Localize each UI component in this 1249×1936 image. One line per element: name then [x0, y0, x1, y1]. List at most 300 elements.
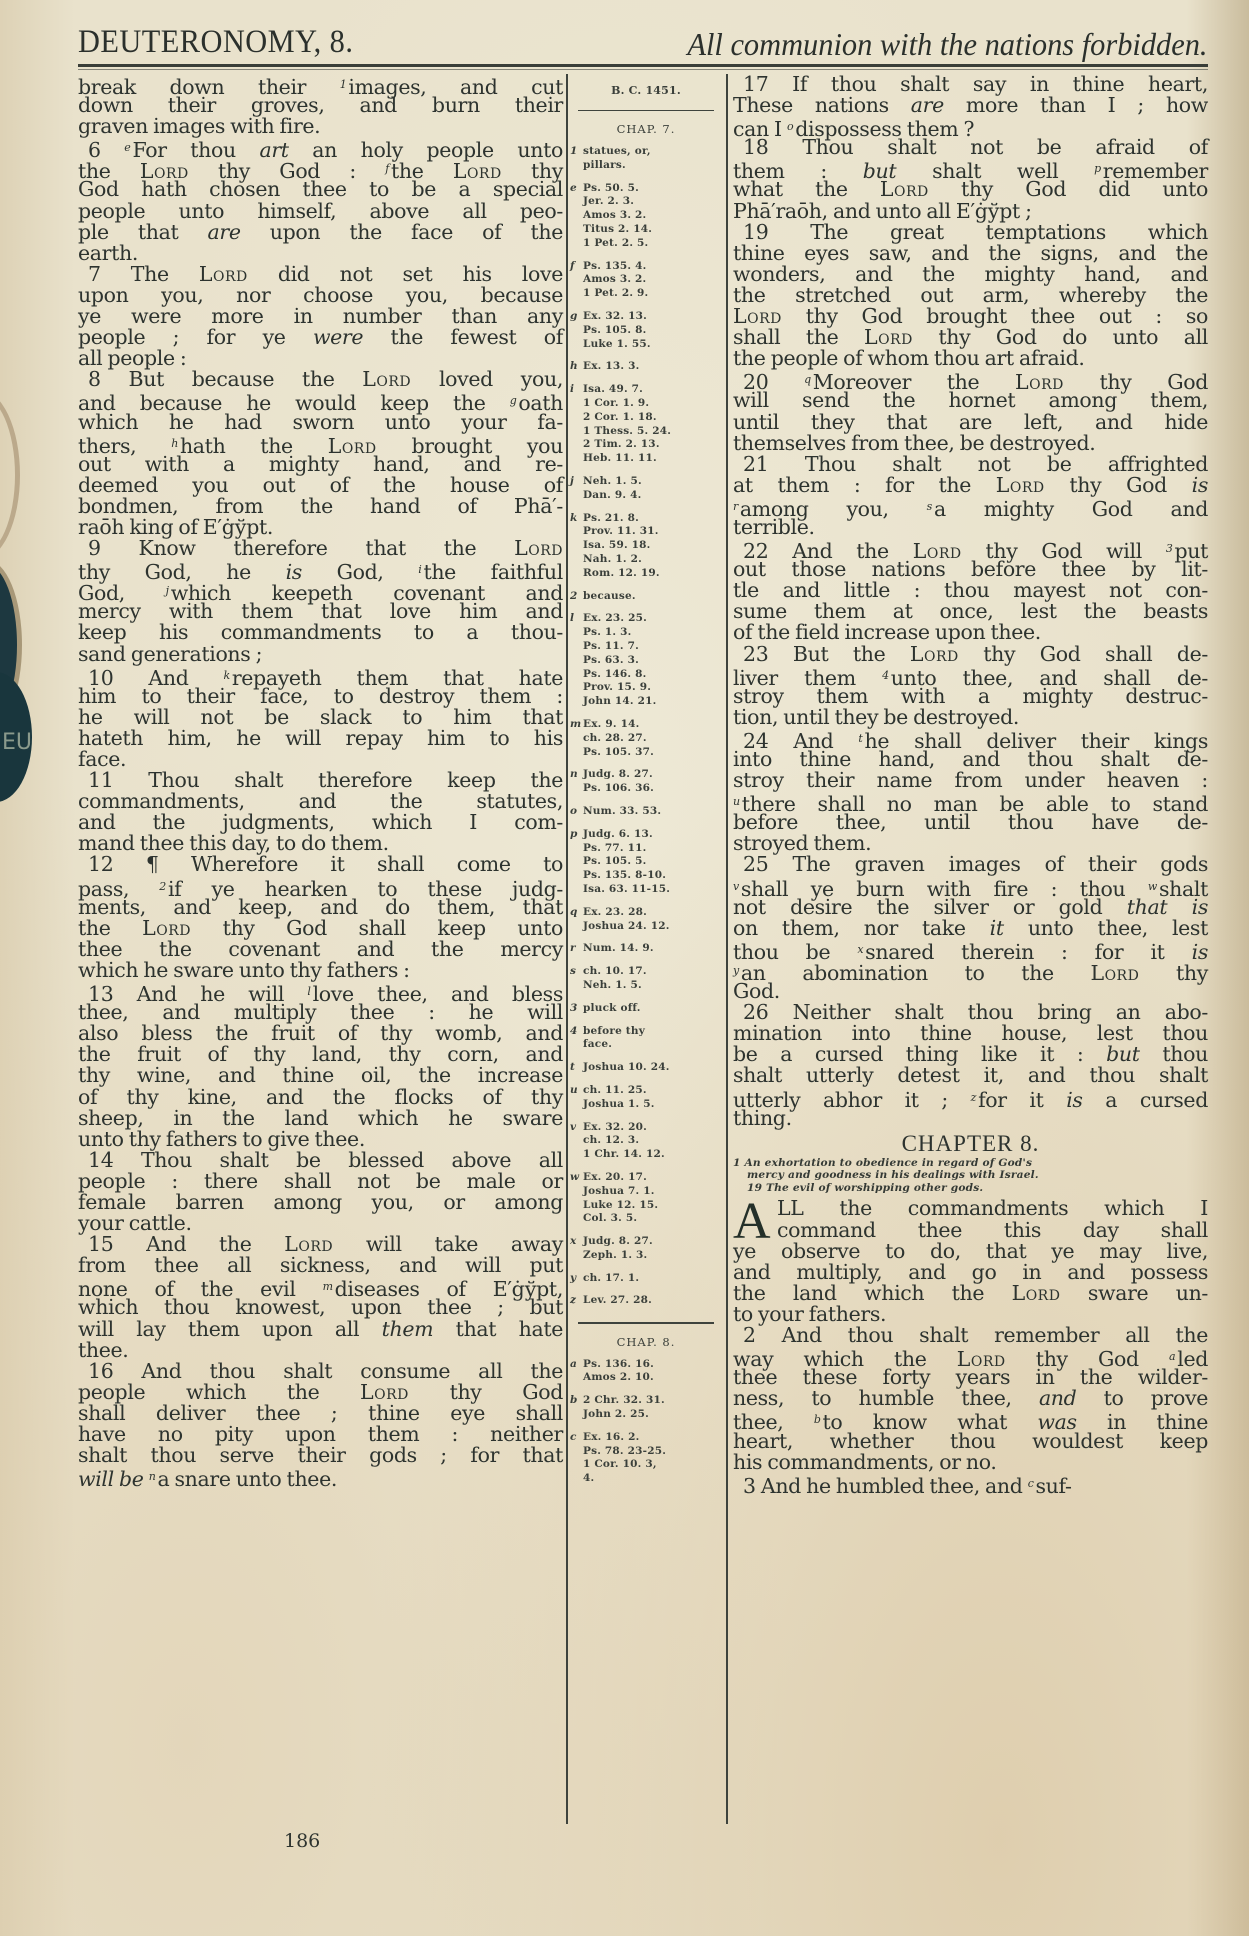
- verse-line: [78, 369, 563, 390]
- reference-group: [570, 310, 722, 351]
- reference-line[interactable]: [570, 539, 722, 553]
- italic-word: were: [312, 325, 364, 350]
- text-run: all people :: [78, 346, 187, 371]
- verse-start-text: 3 And he humbled thee, and: [743, 1473, 1028, 1498]
- reference-text: Ex. 23. 28.: [583, 905, 647, 918]
- verse-line: [78, 833, 563, 854]
- verse-line: [78, 433, 563, 458]
- text-run: God.: [733, 979, 780, 1004]
- reference-mark: t: [570, 1061, 576, 1074]
- verse-line: [733, 1087, 1208, 1112]
- verse-line: [78, 1234, 563, 1255]
- reference-mark: h: [171, 436, 178, 450]
- text-run: graven images with fire.: [78, 114, 321, 139]
- text-run: before thee, until thou have de-: [733, 810, 1208, 835]
- reference-group: [570, 828, 722, 897]
- reference-line[interactable]: [570, 1121, 722, 1135]
- verse-line: [733, 198, 1208, 223]
- verse-line: [733, 158, 1208, 184]
- small-caps-lord: Lord: [1011, 1280, 1061, 1305]
- reference-text: Ps. 50. 5.: [583, 181, 640, 194]
- verse-line: [78, 198, 563, 223]
- reference-text: Num. 33. 53.: [583, 804, 662, 817]
- text-run: bondmen, from the hand of Phā′-: [78, 493, 563, 518]
- reference-text: 1 Chr. 14. 12.: [583, 1148, 665, 1161]
- reference-text: Ps. 1. 3.: [583, 626, 632, 639]
- text-run: the people of whom thou art afraid.: [733, 346, 1085, 371]
- verse-line: [733, 1065, 1208, 1086]
- reference-mark: b: [570, 1394, 578, 1407]
- reference-group: [570, 383, 722, 466]
- reference-group: [570, 906, 722, 934]
- verse-line: [733, 876, 1208, 901]
- reference-text: 1 Pet. 2. 9.: [583, 287, 649, 300]
- reference-line[interactable]: [570, 654, 722, 668]
- verse-start-text: 2 And thou shalt remember all the: [743, 1323, 1208, 1348]
- reference-line[interactable]: [570, 718, 722, 732]
- reference-line[interactable]: [570, 1199, 722, 1213]
- reference-mark: c: [1027, 1476, 1034, 1490]
- reference-line[interactable]: [570, 1212, 722, 1226]
- reference-line[interactable]: [570, 828, 722, 842]
- reference-line[interactable]: [570, 1038, 722, 1052]
- verse-line: [78, 725, 563, 750]
- small-caps-lord: Lord: [198, 261, 248, 286]
- verse-line: [733, 390, 1208, 411]
- reference-line[interactable]: [570, 209, 722, 223]
- verse-start-text: 6: [88, 138, 125, 163]
- reference-line[interactable]: [570, 324, 722, 338]
- text-run: the stretched out arm, whereby the: [733, 282, 1208, 307]
- reference-mark: 4: [570, 1024, 578, 1037]
- reference-mark: e: [124, 141, 131, 155]
- reference-text: John 14. 21.: [583, 695, 657, 708]
- text-run: stroy their name from under heaven :: [733, 768, 1208, 793]
- text-run: there shall no man be able to stand: [741, 792, 1208, 817]
- italic-word: art: [259, 138, 289, 163]
- text-run: of thy kine, and the flocks of thy: [78, 1084, 563, 1109]
- column-divider-left: [566, 74, 568, 1824]
- text-run: Moreover the: [812, 370, 1015, 395]
- reference-line[interactable]: [570, 1134, 722, 1148]
- reference-group: [570, 512, 722, 581]
- verse-line: [733, 1367, 1208, 1388]
- reference-line[interactable]: [570, 1394, 722, 1408]
- verse-line: [733, 261, 1208, 286]
- verse-line: [733, 915, 1208, 940]
- verse-start-text: 26 Neither shalt thou bring an abo-: [743, 1000, 1208, 1025]
- reference-line[interactable]: [570, 223, 722, 237]
- reference-line[interactable]: [570, 590, 722, 604]
- text-run: female barren among you, or among: [78, 1189, 563, 1214]
- reference-line[interactable]: [570, 567, 722, 581]
- reference-text: ch. 12. 3.: [583, 1134, 640, 1147]
- small-caps-lord: Lord: [956, 1347, 1006, 1372]
- reference-line[interactable]: [570, 906, 722, 920]
- verse-start-text: 13 And he will: [88, 982, 308, 1007]
- summary-line: 1 An exhortation to obedience in regard of God's: [733, 1156, 1033, 1169]
- reference-text: 1 Pet. 2. 5.: [583, 236, 649, 249]
- verse-line: [78, 1105, 563, 1130]
- verse-line: [78, 306, 563, 327]
- reference-line[interactable]: [570, 360, 722, 374]
- reference-group: [570, 1121, 722, 1162]
- thumb-index-ring-decoration: [0, 390, 20, 560]
- reference-line[interactable]: [570, 1098, 722, 1112]
- reference-line[interactable]: [570, 612, 722, 626]
- reference-text: Joshua 24. 12.: [583, 919, 670, 932]
- text-run: God,: [301, 560, 419, 585]
- text-run: upon the face of the: [240, 219, 563, 244]
- text-run: thy God: [1005, 1347, 1170, 1372]
- reference-line[interactable]: [570, 746, 722, 760]
- reference-line[interactable]: [570, 310, 722, 324]
- reference-line[interactable]: [570, 1272, 722, 1286]
- text-run: ye were more in number than any: [78, 304, 563, 329]
- reference-line[interactable]: [570, 942, 722, 956]
- reference-group: [570, 1235, 722, 1263]
- text-run: that hate: [433, 1316, 563, 1341]
- reference-text: Amos 3. 2.: [583, 209, 647, 222]
- verse-line: [78, 1084, 563, 1109]
- text-run: thy God :: [188, 159, 386, 184]
- verse-line: [733, 496, 1209, 521]
- reference-line[interactable]: [570, 1002, 722, 1016]
- reference-line[interactable]: [570, 383, 722, 397]
- reference-line[interactable]: [570, 411, 722, 425]
- verse-line: [733, 580, 1208, 601]
- text-run: thy God: [1044, 472, 1192, 497]
- reference-line[interactable]: [570, 965, 722, 979]
- reference-line[interactable]: [570, 237, 722, 251]
- text-run: love thee, and bless: [312, 982, 563, 1007]
- text-run: commandments, and the statutes,: [78, 789, 563, 814]
- reference-line[interactable]: [570, 695, 722, 709]
- text-run: shalt utterly detest it, and thou shalt: [733, 1063, 1208, 1088]
- verse-line: [733, 1409, 1208, 1435]
- reference-group: [570, 612, 722, 709]
- reference-line[interactable]: [570, 1431, 722, 1445]
- verse-line: [733, 219, 1208, 244]
- verse-line: [733, 1044, 1208, 1065]
- verse-line: [78, 1424, 563, 1445]
- text-run: shalt well: [896, 159, 1095, 184]
- reference-line[interactable]: [570, 681, 722, 695]
- reference-text: Isa. 63. 11-15.: [583, 882, 671, 895]
- text-run: shall ye burn with fire : thou: [740, 876, 1148, 901]
- text-run: the: [391, 159, 453, 184]
- verse-start-text: 12 ¶ Wherefore it shall come to: [88, 852, 563, 877]
- verse-line: [78, 1213, 563, 1234]
- reference-mark: o: [786, 120, 794, 134]
- verse-line: [78, 1147, 563, 1172]
- text-run: to prove: [1076, 1386, 1208, 1411]
- verse-start-text: 16 And thou shalt consume all the: [88, 1358, 563, 1383]
- chapter-7-continued: [733, 74, 1208, 1129]
- text-run: command thee this day shall: [777, 1217, 1208, 1242]
- verse-line: [78, 580, 563, 606]
- reference-text: ch. 28. 27.: [583, 731, 647, 744]
- reference-line[interactable]: [570, 425, 722, 439]
- text-run: earth.: [78, 240, 139, 265]
- reference-line[interactable]: [570, 512, 722, 526]
- text-run: the: [78, 159, 140, 184]
- reference-text: ch. 10. 17.: [583, 965, 647, 978]
- verse-line: [733, 327, 1208, 348]
- reference-mark: b: [813, 1413, 821, 1427]
- reference-line[interactable]: [570, 805, 722, 819]
- reference-line[interactable]: [570, 287, 722, 301]
- reference-line[interactable]: [570, 1249, 722, 1263]
- reference-line[interactable]: [570, 195, 722, 209]
- reference-text: before thy: [583, 1024, 645, 1037]
- reference-line[interactable]: [570, 869, 722, 883]
- text-run: ple that: [78, 219, 208, 244]
- reference-line[interactable]: [570, 1148, 722, 1162]
- small-caps-lord: Lord: [327, 433, 377, 458]
- reference-line[interactable]: [570, 1458, 722, 1472]
- reference-line[interactable]: [570, 732, 722, 746]
- verse-line: [78, 116, 563, 137]
- verse-line: [78, 1466, 563, 1492]
- small-caps-lord: Lord: [139, 159, 189, 184]
- reference-text: Ex. 16. 2.: [583, 1430, 640, 1443]
- verse-line: [78, 95, 563, 116]
- reference-mark: v: [570, 1120, 577, 1133]
- reference-line[interactable]: [570, 1185, 722, 1199]
- reference-group: [570, 475, 722, 503]
- text-run: thee, and multiply thee : he will: [78, 1000, 563, 1025]
- verse-start-text: 14 Thou shalt be blessed above all: [88, 1147, 563, 1172]
- column-divider-right: [726, 74, 728, 1824]
- verse-line: [733, 854, 1208, 875]
- text-run: thou: [1139, 1042, 1208, 1067]
- reference-group: [570, 590, 722, 604]
- reference-line[interactable]: [570, 1061, 722, 1075]
- verse-line: [733, 1449, 1208, 1474]
- reference-line[interactable]: [570, 782, 722, 796]
- reference-line[interactable]: [570, 626, 722, 640]
- text-run: God hath chosen thee to be a special: [78, 177, 563, 202]
- reference-text: Isa. 49. 7.: [583, 383, 644, 396]
- reference-mark: i: [418, 563, 422, 577]
- reference-mark: z: [570, 1294, 577, 1307]
- reference-line[interactable]: [570, 525, 722, 539]
- text-run: thy God will: [961, 539, 1166, 564]
- reference-line[interactable]: [570, 1358, 722, 1372]
- italic-word: is: [1191, 939, 1209, 964]
- verse-line: [733, 369, 1208, 395]
- text-run: thy: [501, 159, 563, 184]
- chapter-8-text: [733, 1238, 1209, 1498]
- verse-line: [78, 683, 563, 708]
- reference-line[interactable]: [570, 979, 722, 993]
- reference-line[interactable]: [570, 182, 722, 196]
- reference-mark: 2: [570, 589, 578, 602]
- reference-line[interactable]: [570, 145, 722, 159]
- verse-start-text: 18 Thou shalt not be afraid of: [743, 135, 1208, 160]
- verse-line: [78, 1044, 563, 1065]
- text-run: These nations: [733, 93, 911, 118]
- thumb-index-tab-label: EU: [2, 730, 33, 755]
- reference-line[interactable]: [570, 920, 722, 934]
- verse-line: [78, 749, 563, 770]
- verse-line: [78, 348, 563, 369]
- text-run: tion, until they be destroyed.: [733, 704, 1020, 729]
- text-run: sand generations ;: [78, 641, 263, 666]
- small-caps-lord: Lord: [362, 367, 412, 392]
- text-run: thy God: [1063, 370, 1208, 395]
- verse-line: [733, 451, 1208, 476]
- header-rule-thin: [78, 69, 1208, 70]
- verse-line: [78, 704, 563, 729]
- verse-line: [78, 936, 563, 961]
- reference-mark: e: [570, 181, 577, 194]
- text-run: the: [78, 915, 143, 940]
- reference-line[interactable]: [570, 553, 722, 567]
- reference-line[interactable]: [570, 338, 722, 352]
- reference-line[interactable]: [570, 1025, 722, 1039]
- reference-mark: s: [926, 499, 932, 513]
- reference-mark: 1: [339, 78, 347, 91]
- reference-line[interactable]: [570, 475, 722, 489]
- italic-word: was: [1037, 1410, 1077, 1435]
- reference-line[interactable]: [570, 397, 722, 411]
- reference-line[interactable]: [570, 1235, 722, 1249]
- chapter-8-references: [570, 1358, 722, 1486]
- reference-mark: c: [570, 1430, 577, 1443]
- reference-line[interactable]: [570, 489, 722, 503]
- reference-line[interactable]: [570, 1445, 722, 1459]
- text-run: also bless the fruit of thy womb, and: [78, 1021, 563, 1046]
- reference-text: Luke 1. 55.: [583, 337, 651, 350]
- reference-line[interactable]: [570, 1371, 722, 1385]
- verse-line: [777, 1217, 1208, 1242]
- reference-group: [570, 1358, 722, 1386]
- text-run: ness, to humble thee,: [733, 1386, 1039, 1411]
- text-run: tle and little : thou mayest not con-: [733, 578, 1208, 603]
- text-run: face.: [78, 747, 127, 771]
- reference-mark: k: [570, 511, 578, 524]
- verse-line: [78, 957, 563, 982]
- reference-group: [570, 360, 722, 374]
- verse-line: [733, 95, 1208, 116]
- summary-line: mercy and goodness in his dealings with Israel.: [747, 1169, 1039, 1182]
- text-run: until they that are left, and hide: [733, 409, 1208, 434]
- text-run: which he had sworn unto your fa-: [78, 409, 563, 434]
- reference-mark: 2: [159, 879, 166, 893]
- text-run: and because he would keep the: [78, 391, 510, 416]
- reference-mark: l: [307, 985, 311, 999]
- reference-mark: a: [570, 1357, 578, 1370]
- verse-line: [733, 704, 1208, 729]
- reference-text: 1 Thess. 5. 24.: [583, 424, 672, 437]
- text-run: among you,: [739, 496, 927, 521]
- reference-line[interactable]: [570, 883, 722, 897]
- reference-line[interactable]: [570, 668, 722, 682]
- text-run: snared therein : for it: [865, 939, 1192, 964]
- verse-line: [733, 179, 1208, 200]
- reference-mark: 1: [570, 145, 578, 158]
- text-run: not desire the silver or gold: [733, 894, 1127, 919]
- reference-line[interactable]: [570, 260, 722, 274]
- reference-line[interactable]: [570, 855, 722, 869]
- verse-line: [78, 1126, 563, 1151]
- verse-line: [733, 1259, 1208, 1284]
- reference-text: Ex. 9. 14.: [583, 717, 640, 730]
- reference-line[interactable]: [570, 1408, 722, 1422]
- text-run: remember: [1102, 159, 1208, 184]
- text-run: heart, whether thou wouldest keep: [733, 1428, 1208, 1453]
- verse-line: [733, 770, 1208, 791]
- reference-mark: f: [385, 162, 389, 176]
- reference-mark: j: [570, 475, 574, 488]
- verse-line: [78, 1189, 563, 1214]
- reference-mark: f: [570, 259, 575, 272]
- text-run: dispossess them ?: [795, 117, 975, 142]
- era-rule: [578, 110, 714, 112]
- italic-word: is: [285, 560, 302, 585]
- text-run: if ye hearken to these judg-: [167, 876, 563, 901]
- reference-text: Ps. 146. 8.: [583, 667, 647, 680]
- text-run: sware un-: [1060, 1280, 1209, 1305]
- text-run: thy God brought thee out : so: [781, 304, 1208, 329]
- text-run: For thou: [132, 138, 260, 163]
- chapter-refs-rule: [578, 1322, 714, 1324]
- text-run: LL the commandments which I: [777, 1196, 1208, 1221]
- verse-line: [733, 1280, 1209, 1305]
- verse-start-text: 21 Thou shalt not be affrighted: [743, 451, 1208, 476]
- reference-line[interactable]: [570, 438, 722, 452]
- verse-line: [78, 622, 563, 643]
- reference-line[interactable]: [570, 1294, 722, 1308]
- reference-mark: 3: [570, 1001, 578, 1014]
- verse-line: [733, 1325, 1208, 1346]
- reference-line[interactable]: [570, 1472, 722, 1486]
- text-run: loved you,: [411, 367, 564, 392]
- reference-group: [570, 1171, 722, 1226]
- reference-group: [570, 1084, 722, 1112]
- verse-line: [733, 1346, 1208, 1372]
- reference-mark: y: [733, 963, 739, 977]
- text-run: thy God, he: [78, 560, 286, 585]
- text-run: led: [1177, 1347, 1208, 1372]
- reference-text: Jer. 2. 3.: [583, 195, 635, 208]
- text-run: God,: [78, 581, 166, 606]
- verse-line: [733, 348, 1208, 369]
- small-caps-lord: Lord: [142, 915, 191, 940]
- reference-mark: x: [857, 942, 864, 956]
- reference-line[interactable]: [570, 1084, 722, 1098]
- verse-line: [733, 749, 1208, 770]
- reference-mark: y: [570, 1271, 577, 1284]
- text-run: hateth him, he will repay him to his: [78, 725, 563, 750]
- italic-word: will be: [78, 1467, 144, 1492]
- text-run: he will not be slack to him that: [78, 704, 563, 729]
- verse-line: [733, 137, 1208, 158]
- reference-line[interactable]: [570, 452, 722, 466]
- verse-start-text: 23 But the: [743, 641, 910, 666]
- reference-line[interactable]: [570, 640, 722, 654]
- reference-text: 1 Cor. 1. 9.: [583, 397, 650, 410]
- reference-line[interactable]: [570, 842, 722, 856]
- reference-line[interactable]: [570, 159, 722, 173]
- reference-line[interactable]: [570, 273, 722, 287]
- reference-line[interactable]: [570, 768, 722, 782]
- italic-word: it: [989, 915, 1004, 940]
- reference-text: pluck off.: [583, 1001, 641, 1014]
- reference-line[interactable]: [570, 1171, 722, 1185]
